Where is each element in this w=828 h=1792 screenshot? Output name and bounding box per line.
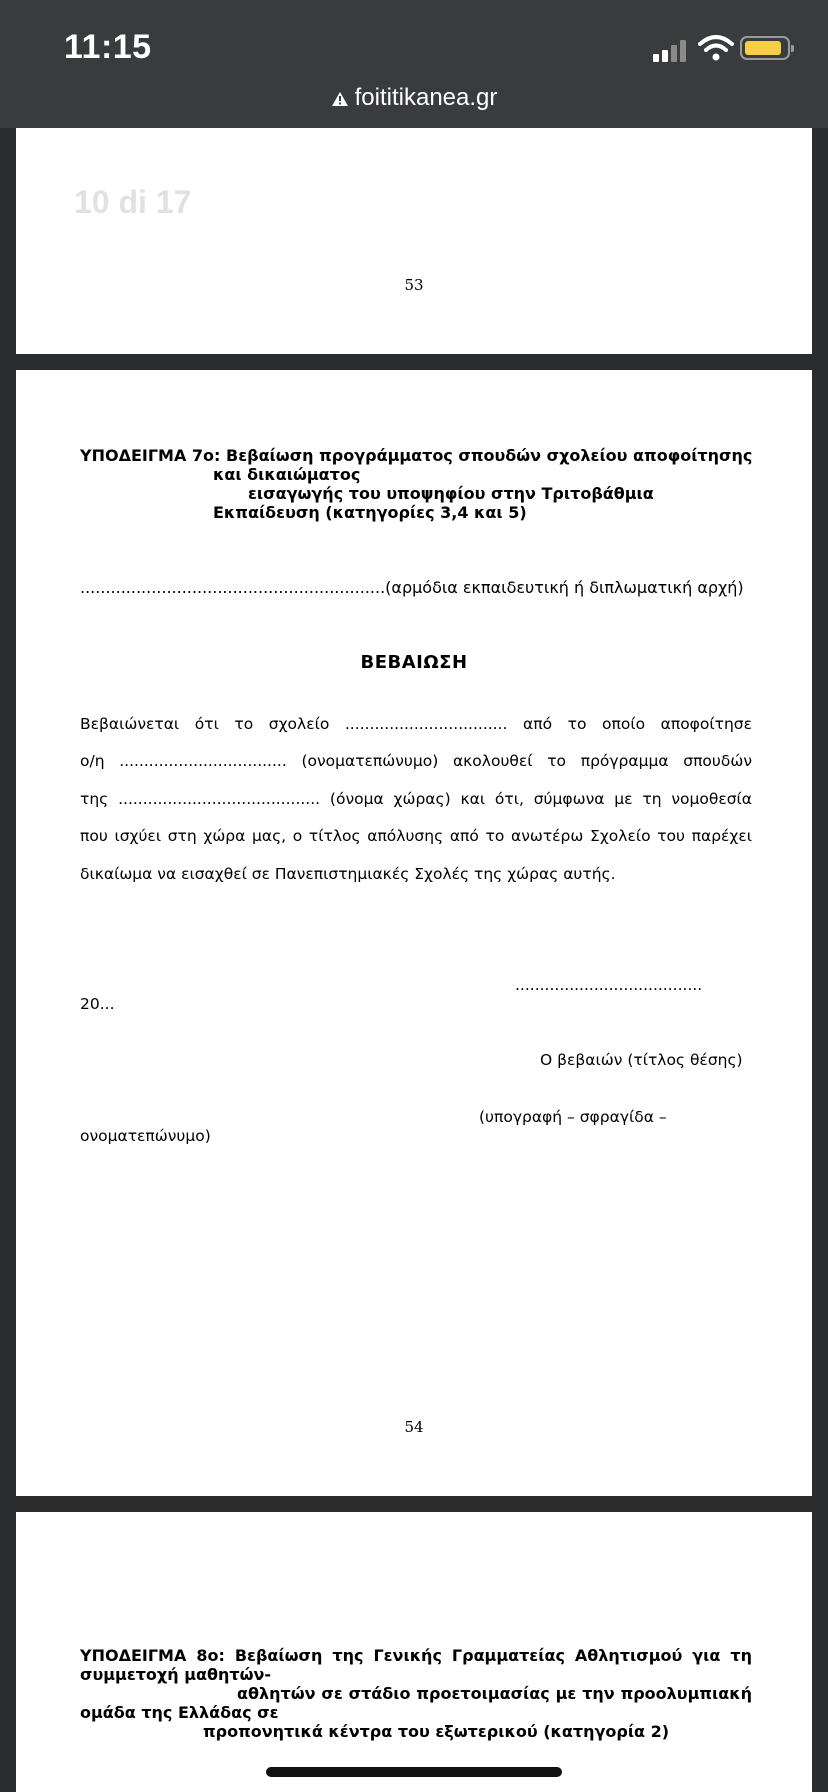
- page-number: 53: [404, 276, 424, 294]
- body-line: ο/η .................................. (ονοματεπώνυμο) ακολουθεί το πρόγραμμα σπουδών: [80, 752, 752, 770]
- page-counter: 10 di 17: [74, 184, 192, 220]
- pdf-page-54: [16, 370, 812, 1496]
- wifi-icon: [698, 34, 734, 62]
- document-heading: ΥΠΟΔΕΙΓΜΑ 8ο: Βεβαίωση της Γενικής Γραμματείας Αθλητισμού για τη συμμετοχή μαθητών- αθλητών σε στάδιο προετοιμασίας με την προολυμπιακή ομάδα της Ελλάδας σε προπονητικά κέντρα του εξωτερικού (κατηγορία 2): [80, 1646, 752, 1741]
- authority-line: ............................................................(αρμόδια εκπαιδευτική ή διπλωματική αρχή): [80, 578, 744, 597]
- page-number: 54: [404, 1418, 424, 1436]
- certifier-title: Ο βεβαιών (τίτλος θέσης): [540, 1051, 743, 1069]
- warning-icon: [331, 91, 349, 107]
- status-bar: [0, 0, 828, 128]
- signature-dots: ......................................: [515, 976, 703, 994]
- address-bar[interactable]: [0, 84, 828, 112]
- signature-label: (υπογραφή – σφραγίδα –: [479, 1108, 667, 1126]
- battery-icon: [740, 36, 790, 60]
- certificate-title: ΒΕΒΑΙΩΣΗ: [360, 652, 468, 673]
- cellular-signal-icon: [653, 38, 689, 62]
- document-heading: ΥΠΟΔΕΙΓΜΑ 7ο: Βεβαίωση προγράμματος σπουδών σχολείου αποφοίτησης και δικαιώματος εισαγωγής του υποψηφίου στην Τριτοβάθμια Εκπαίδευση (κατηγορίες 3,4 και 5): [80, 446, 753, 522]
- body-line: δικαίωμα να εισαχθεί σε Πανεπιστημιακές Σχολές της χώρας αυτής.: [80, 865, 616, 883]
- date-year: 20...: [80, 995, 115, 1013]
- signature-label-name: ονοματεπώνυμο): [80, 1127, 211, 1145]
- home-indicator[interactable]: [266, 1767, 562, 1777]
- pdf-page-53: [16, 128, 812, 354]
- status-time: 11:15: [64, 28, 152, 66]
- body-line: που ισχύει στη χώρα μας, ο τίτλος απόλυσης από το ανωτέρω Σχολείο του παρέχει: [80, 827, 752, 845]
- body-line: Βεβαιώνεται ότι το σχολείο ................................. από το οποίο αποφοίτησε: [80, 715, 752, 733]
- body-line: της ......................................... (όνομα χώρας) και ότι, σύμφωνα με τη νομοθεσία: [80, 790, 752, 808]
- url-text: foititikanea.gr: [354, 84, 498, 111]
- pdf-page-55: [16, 1512, 812, 1792]
